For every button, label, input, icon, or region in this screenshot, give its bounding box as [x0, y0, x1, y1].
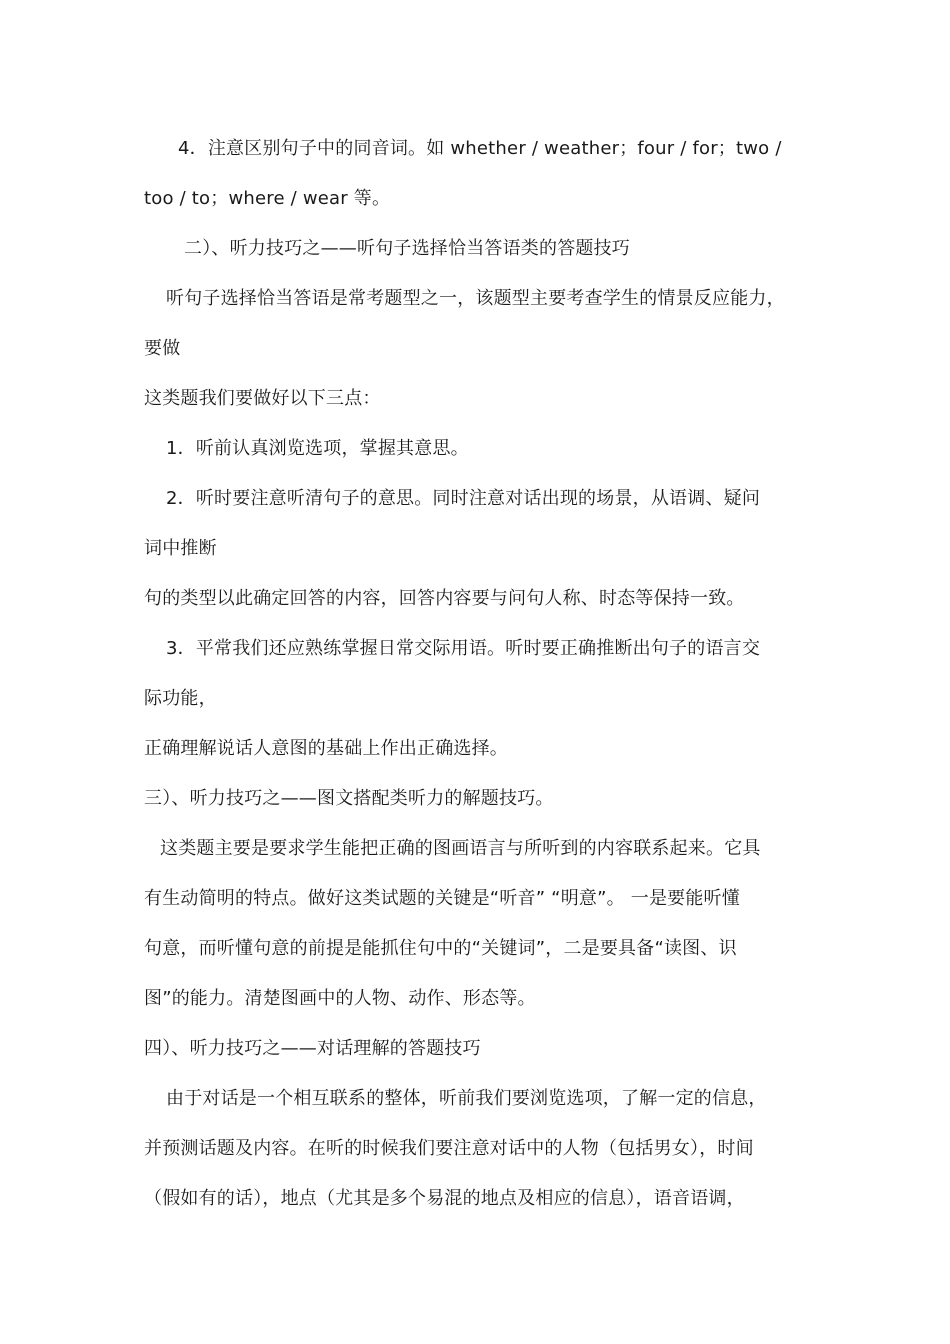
text-line-1: 4．注意区别句子中的同音词。如 whether / weather；four / for；two / — [178, 138, 782, 159]
text-line-12: 际功能， — [144, 688, 217, 709]
text-line-15: 这类题主要是要求学生能把正确的图画语言与所听到的内容联系起来。它具 — [160, 838, 761, 859]
section-heading-2: 二）、听力技巧之——听句子选择恰当答语类的答题技巧 — [184, 238, 630, 259]
section-heading-4: 四）、听力技巧之——对话理解的答题技巧 — [144, 1038, 481, 1059]
text-line-16: 有生动简明的特点。做好这类试题的关键是“听音” “明意”。 一是要能听懂 — [144, 888, 740, 909]
text-line-13: 正确理解说话人意图的基础上作出正确选择。 — [144, 738, 508, 759]
text-line-5: 要做 — [144, 338, 181, 359]
text-line-20: 由于对话是一个相互联系的整体，听前我们要浏览选项，了解一定的信息， — [166, 1088, 767, 1109]
text-line-22: （假如有的话），地点（尤其是多个易混的地点及相应的信息），语音语调， — [144, 1188, 745, 1209]
text-line-9: 词中推断 — [144, 538, 217, 559]
text-line-8: 2．听时要注意听清句子的意思。同时注意对话出现的场景，从语调、疑问 — [166, 488, 761, 509]
text-line-17: 句意，而听懂句意的前提是能抓住句中的“关键词”，二是要具备“读图、识 — [144, 938, 737, 959]
text-line-4: 听句子选择恰当答语是常考题型之一，该题型主要考查学生的情景反应能力， — [166, 288, 785, 309]
section-heading-3: 三）、听力技巧之——图文搭配类听力的解题技巧。 — [144, 788, 554, 809]
text-line-7: 1．听前认真浏览选项，掌握其意思。 — [166, 438, 469, 459]
text-line-2: too / to；where / wear 等。 — [144, 188, 391, 209]
text-line-10: 句的类型以此确定回答的内容，回答内容要与问句人称、时态等保持一致。 — [144, 588, 745, 609]
text-line-21: 并预测话题及内容。在听的时候我们要注意对话中的人物（包括男女），时间 — [144, 1138, 754, 1159]
text-line-11: 3．平常我们还应熟练掌握日常交际用语。听时要正确推断出句子的语言交 — [166, 638, 761, 659]
text-line-6: 这类题我们要做好以下三点： — [144, 388, 381, 409]
text-line-18: 图”的能力。清楚图画中的人物、动作、形态等。 — [144, 988, 536, 1009]
